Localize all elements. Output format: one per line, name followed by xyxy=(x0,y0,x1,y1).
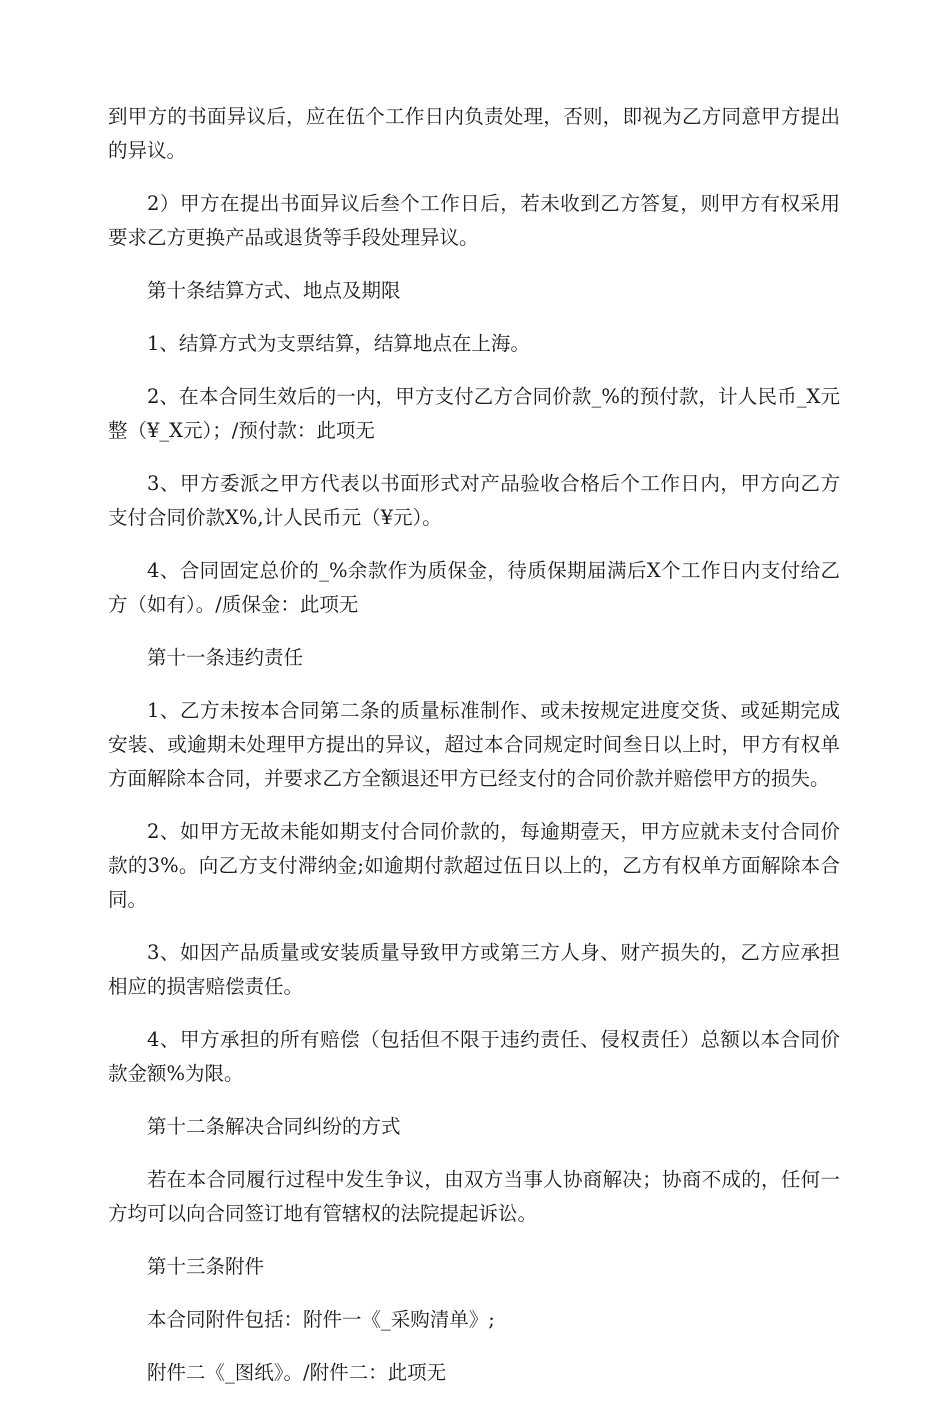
article-10-item-2: 2、在本合同生效后的一内，甲方支付乙方合同价款_%的预付款，计人民币_X元整（¥_X元）；/预付款：此项无 xyxy=(108,385,840,442)
article-12-body: 若在本合同履行过程中发生争议，由双方当事人协商解决；协商不成的，任何一方均可以向合同签订地有管辖权的法院提起诉讼。 xyxy=(108,1168,840,1225)
continued-paragraph: 到甲方的书面异议后，应在伍个工作日内负责处理，否则，即视为乙方同意甲方提出的异议。 xyxy=(108,105,840,162)
article-10-item-1: 1、结算方式为支票结算，结算地点在上海。 xyxy=(147,332,530,355)
objection-clause-2: 2）甲方在提出书面异议后叁个工作日后，若未收到乙方答复，则甲方有权采用要求乙方更换产品或退货等手段处理异议。 xyxy=(108,192,840,249)
article-11-item-2: 2、如甲方无故未能如期支付合同价款的，每逾期壹天，甲方应就未支付合同价款的3%。向乙方支付滞纳金;如逾期付款超过伍日以上的，乙方有权单方面解除本合同。 xyxy=(108,820,840,911)
document-page xyxy=(108,100,840,1409)
article-10-item-3: 3、甲方委派之甲方代表以书面形式对产品验收合格后个工作日内，甲方向乙方支付合同价款X%,计人民币元（¥元）。 xyxy=(108,472,840,529)
article-10-heading: 第十条结算方式、地点及期限 xyxy=(147,279,401,302)
article-10-item-4: 4、合同固定总价的_%余款作为质保金，待质保期届满后X个工作日内支付给乙方（如有）。/质保金：此项无 xyxy=(108,559,840,616)
article-11-item-4: 4、甲方承担的所有赔偿（包括但不限于违约责任、侵权责任）总额以本合同价款金额%为限。 xyxy=(108,1028,840,1085)
article-11-item-1: 1、乙方未按本合同第二条的质量标准制作、或未按规定进度交货、或延期完成安装、或逾期未处理甲方提出的异议，超过本合同规定时间叁日以上时，甲方有权单方面解除本合同，并要求乙方全额退还甲方已经支付的合同价款并赔偿甲方的损失。 xyxy=(108,699,840,790)
article-11-heading: 第十一条违约责任 xyxy=(147,646,304,669)
article-11-item-3: 3、如因产品质量或安装质量导致甲方或第三方人身、财产损失的，乙方应承担相应的损害赔偿责任。 xyxy=(108,941,840,998)
article-12-heading: 第十二条解决合同纠纷的方式 xyxy=(147,1115,401,1138)
attachment-1: 本合同附件包括：附件一《_采购清单》; xyxy=(147,1308,495,1331)
attachment-2: 附件二《_图纸》。/附件二：此项无 xyxy=(147,1361,447,1384)
article-13-heading: 第十三条附件 xyxy=(147,1255,265,1278)
